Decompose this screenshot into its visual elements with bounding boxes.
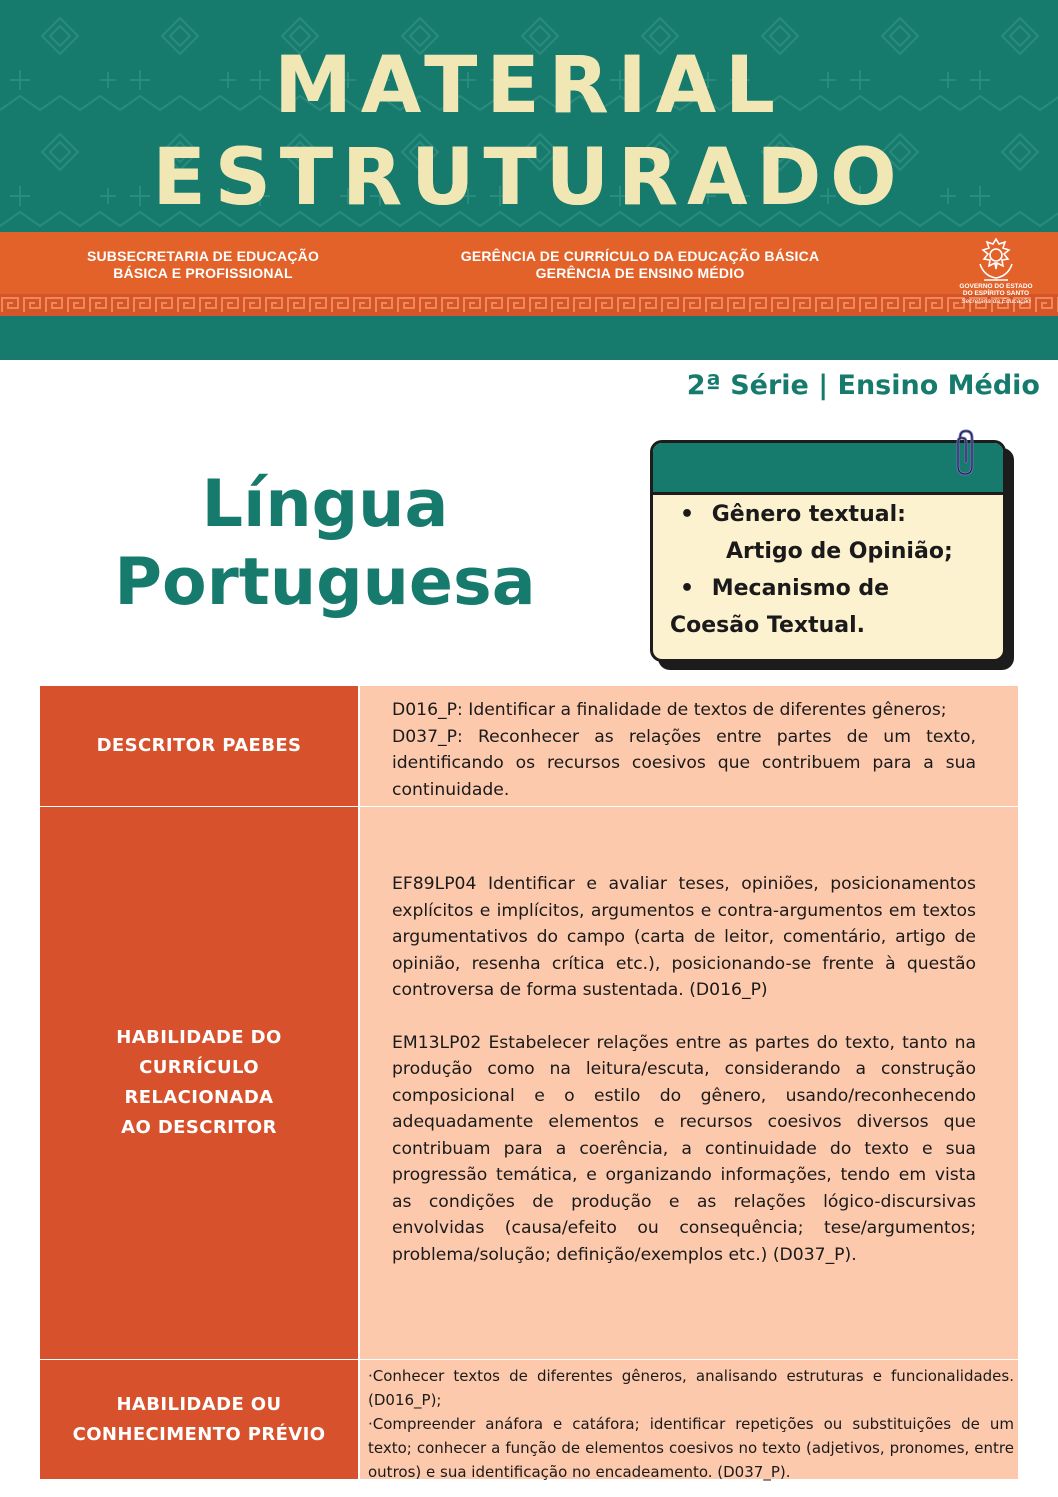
bullet: • xyxy=(680,576,695,601)
descriptor-d016: D016_P: Identificar a finalidade de textos de diferentes gêneros; xyxy=(392,700,947,720)
row-content-conhecimento-previo xyxy=(358,1360,1018,1480)
row-header-line: RELACIONADA xyxy=(124,1087,274,1108)
bullet: • xyxy=(680,502,695,527)
note-item xyxy=(670,570,1000,607)
subject-title-line1: Língua xyxy=(201,467,449,542)
row-header-line: HABILIDADE OU xyxy=(116,1393,282,1415)
row-header-line: CURRÍCULO xyxy=(139,1057,259,1078)
subsecretaria-line2: BÁSICA E PROFISSIONAL xyxy=(113,265,293,281)
logo-subtext: Secretaria da Educação xyxy=(961,298,1031,305)
note-item-text: Gênero textual: xyxy=(711,502,906,527)
skill-ef89lp04: EF89LP04 Identificar e avaliar teses, opiniões, posicionamentos explícitos e implícitos, argumentos e contra-argumentos em textos argumentativos do campo (carta de leitor, comentário, artigo de opinião, resenha crítica etc.), posicionando-se frente à questão controversa de forma sustentada. (D016_P) xyxy=(392,874,976,1000)
skill-em13lp02: EM13LP02 Estabelecer relações entre as partes do texto, tanto na produção como na leitura/escuta, considerando a construção composicional e o estilo do gênero, usando/reconhecendo adequadamente elementos e recursos coesivos diversos que contribuam para a coerência, a continuidade do texto e sua progressão temática, e organizando informações, tendo em vista as condições de produção e as relações lógico-discursivas envolvidas (causa/efeito ou consequência; tese/argumentos; problema/solução; definição/exemplos etc.) (D037_P). xyxy=(392,1032,976,1265)
row-header-line: HABILIDADE DO xyxy=(116,1027,282,1048)
banner-title-line2: ESTRUTURADO xyxy=(152,133,906,223)
table-row-conhecimento-previo xyxy=(40,1360,1018,1480)
gerencia-line2: GERÊNCIA DE ENSINO MÉDIO xyxy=(535,265,745,281)
note-item-text: Coesão Textual. xyxy=(670,613,866,638)
banner-title xyxy=(0,40,1058,224)
row-header-habilidade-curriculo xyxy=(40,807,358,1360)
subsecretaria-label xyxy=(62,248,344,282)
subject-title-line2: Portuguesa xyxy=(114,545,536,620)
banner-title-line1: MATERIAL xyxy=(274,41,784,131)
note-item xyxy=(670,533,1000,570)
note-item-text: Artigo de Opinião; xyxy=(726,539,953,564)
row-header-text: DESCRITOR PAEBES xyxy=(96,735,302,756)
paperclip-icon xyxy=(950,428,980,480)
logo-text-line1: GOVERNO DO ESTADO xyxy=(959,283,1033,290)
prior-knowledge-d037: ·Compreender anáfora e catáfora; identificar repetições ou substituições de um texto; conhecer a função de elementos coesivos no texto (adjetivos, pronomes, entre outros) e sua identificação no encadeamento. (D037_P). xyxy=(368,1415,1014,1481)
teal-bottom-band xyxy=(0,316,1058,360)
table-row-descritor xyxy=(40,686,1018,807)
state-coat-of-arms-icon xyxy=(974,236,1018,282)
note-card-list xyxy=(670,496,1000,644)
note-item-text: Mecanismo de xyxy=(711,576,890,601)
prior-knowledge-d016: ·Conhecer textos de diferentes gêneros, analisando estruturas e funcionalidades. (D016_P); xyxy=(368,1367,1014,1409)
note-item xyxy=(670,607,1000,644)
row-content-habilidade-curriculo xyxy=(358,807,1018,1360)
logo-text-line2: DO ESPÍRITO SANTO xyxy=(962,290,1030,297)
gerencia-label xyxy=(430,248,850,282)
note-item xyxy=(670,496,1000,533)
row-header-line: AO DESCRITOR xyxy=(121,1117,277,1138)
row-header-conhecimento-previo xyxy=(40,1360,358,1480)
row-content-descritor xyxy=(358,686,1018,807)
greek-key-band xyxy=(0,294,1058,316)
grade-label: 2ª Série | Ensino Médio xyxy=(686,370,1040,401)
table-row-habilidade-curriculo xyxy=(40,807,1018,1360)
subject-title xyxy=(90,466,560,622)
row-header-line: CONHECIMENTO PRÉVIO xyxy=(72,1423,326,1445)
subsecretaria-line1: SUBSECRETARIA DE EDUCAÇÃO xyxy=(86,248,320,264)
descriptor-d037: D037_P: Reconhecer as relações entre partes de um texto, identificando os recursos coesivos que contribuem para a sua continuidade. xyxy=(392,726,976,800)
government-logo xyxy=(955,236,1037,316)
header-banner xyxy=(0,0,1058,360)
row-header-descritor xyxy=(40,686,358,807)
gerencia-line1: GERÊNCIA DE CURRÍCULO DA EDUCAÇÃO BÁSICA xyxy=(460,248,820,264)
